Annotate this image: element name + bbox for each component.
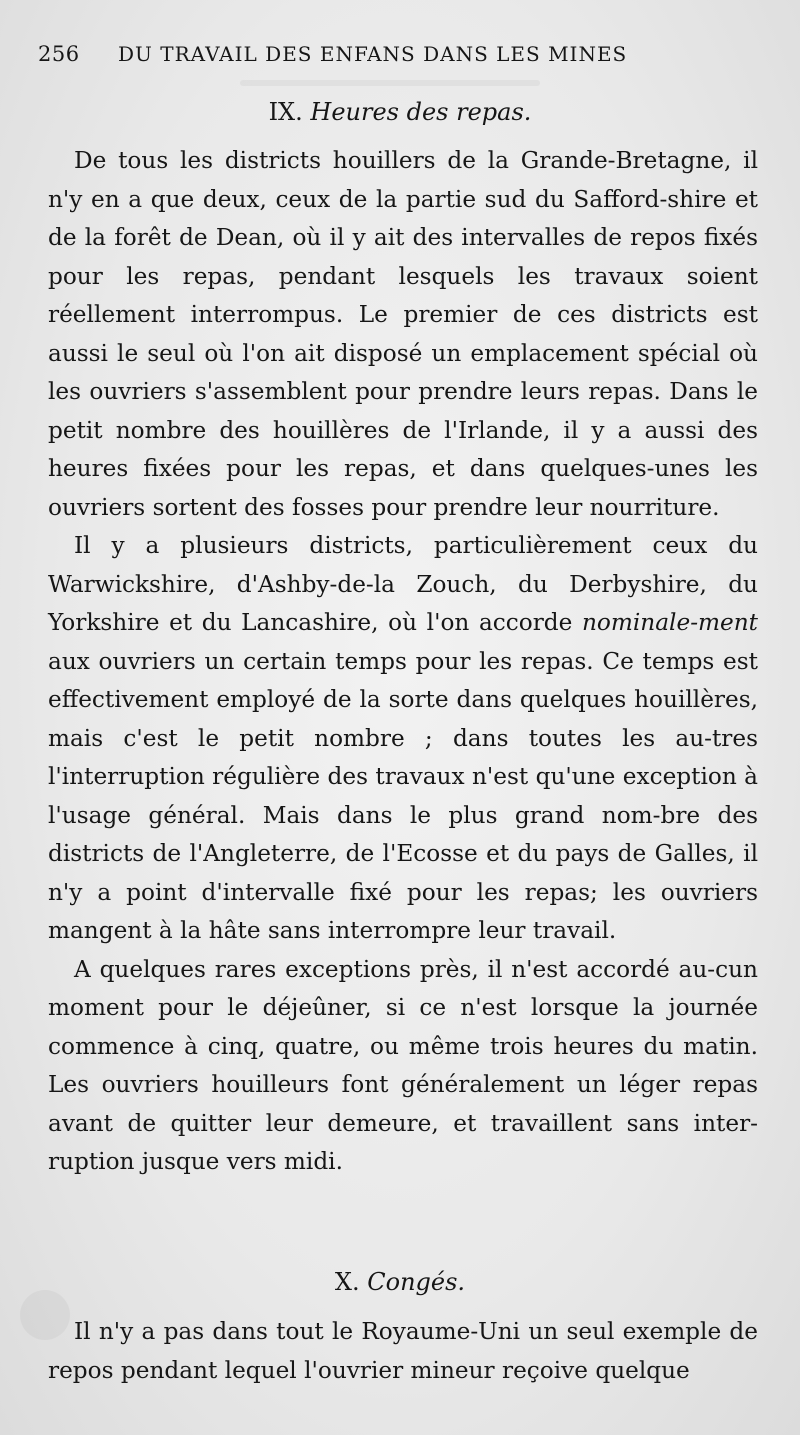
paragraph-1: De tous les districts houillers de la Grande-Bretagne, il n'y en a que deux, ceux de la partie sud du Safford-shire et de la forêt de Dean, où il y ait des intervalles de repos fixés pour les repas, pendant lesquels les travaux soient réellement interrompus. Le premier de ces districts est aussi le seul où l'on ait disposé un emplacement spécial où les ouvriers s'assemblent pour prendre leurs repas. Dans le petit nombre des houillères de l'Irlande, il y a aussi des heures fixées pour les repas, et dans quelques-unes les ouvriers sortent des fosses pour prendre leur nourriture. bbox=[48, 147, 758, 521]
paragraph-2 bbox=[48, 527, 758, 951]
section-heading-x bbox=[0, 1268, 800, 1296]
paragraph-2-emphasis: nominale-ment bbox=[582, 609, 758, 636]
bleed-through-smudge bbox=[240, 80, 540, 86]
section-number: IX. bbox=[268, 98, 303, 126]
paragraph-3: A quelques rares exceptions près, il n'est accordé au-cun moment pour le déjeûner, si ce n'est lorsque la journée commence à cinq, quatre, ou même trois heures du matin. Les ouvriers houilleurs font généralement un léger repas avant de quitter leur demeure, et travaillent sans inter-ruption jusque vers midi. bbox=[48, 955, 758, 1175]
paragraph-2-text-b: aux ouvriers un certain temps pour les repas. Ce temps est effectivement employé de la sorte dans quelques houillères, mais c'est le petit nombre ; dans toutes les au-tres l'interruption régulière des travaux n'est qu'une exception à l'usage général. Mais dans le plus grand nom-bre des districts de l'Angleterre, de l'Ecosse et du pays de Galles, il n'y a point d'intervalle fixé pour les repas; les ouvriers mangent à la hâte sans interrompre leur travail. bbox=[48, 647, 758, 944]
section-title: Congés. bbox=[367, 1268, 466, 1296]
section-x-body bbox=[48, 1313, 758, 1390]
section-heading-ix bbox=[0, 98, 800, 126]
section-ix-body bbox=[48, 142, 758, 1182]
running-title: DU TRAVAIL DES ENFANS DANS LES MINES bbox=[118, 42, 628, 66]
page-number: 256 bbox=[38, 42, 80, 66]
section-title: Heures des repas. bbox=[310, 98, 532, 126]
page-header bbox=[38, 38, 758, 78]
section-number: X. bbox=[334, 1268, 360, 1296]
paragraph-4: Il n'y a pas dans tout le Royaume-Uni un seul exemple de repos pendant lequel l'ouvrier mineur reçoive quelque bbox=[48, 1318, 758, 1384]
paragraph-2-text-a: Il y a plusieurs districts, particulièrement ceux du Warwickshire, d'Ashby-de-la Zouch, du Derbyshire, du Yorkshire et du Lancashire, où l'on accorde bbox=[48, 532, 758, 636]
